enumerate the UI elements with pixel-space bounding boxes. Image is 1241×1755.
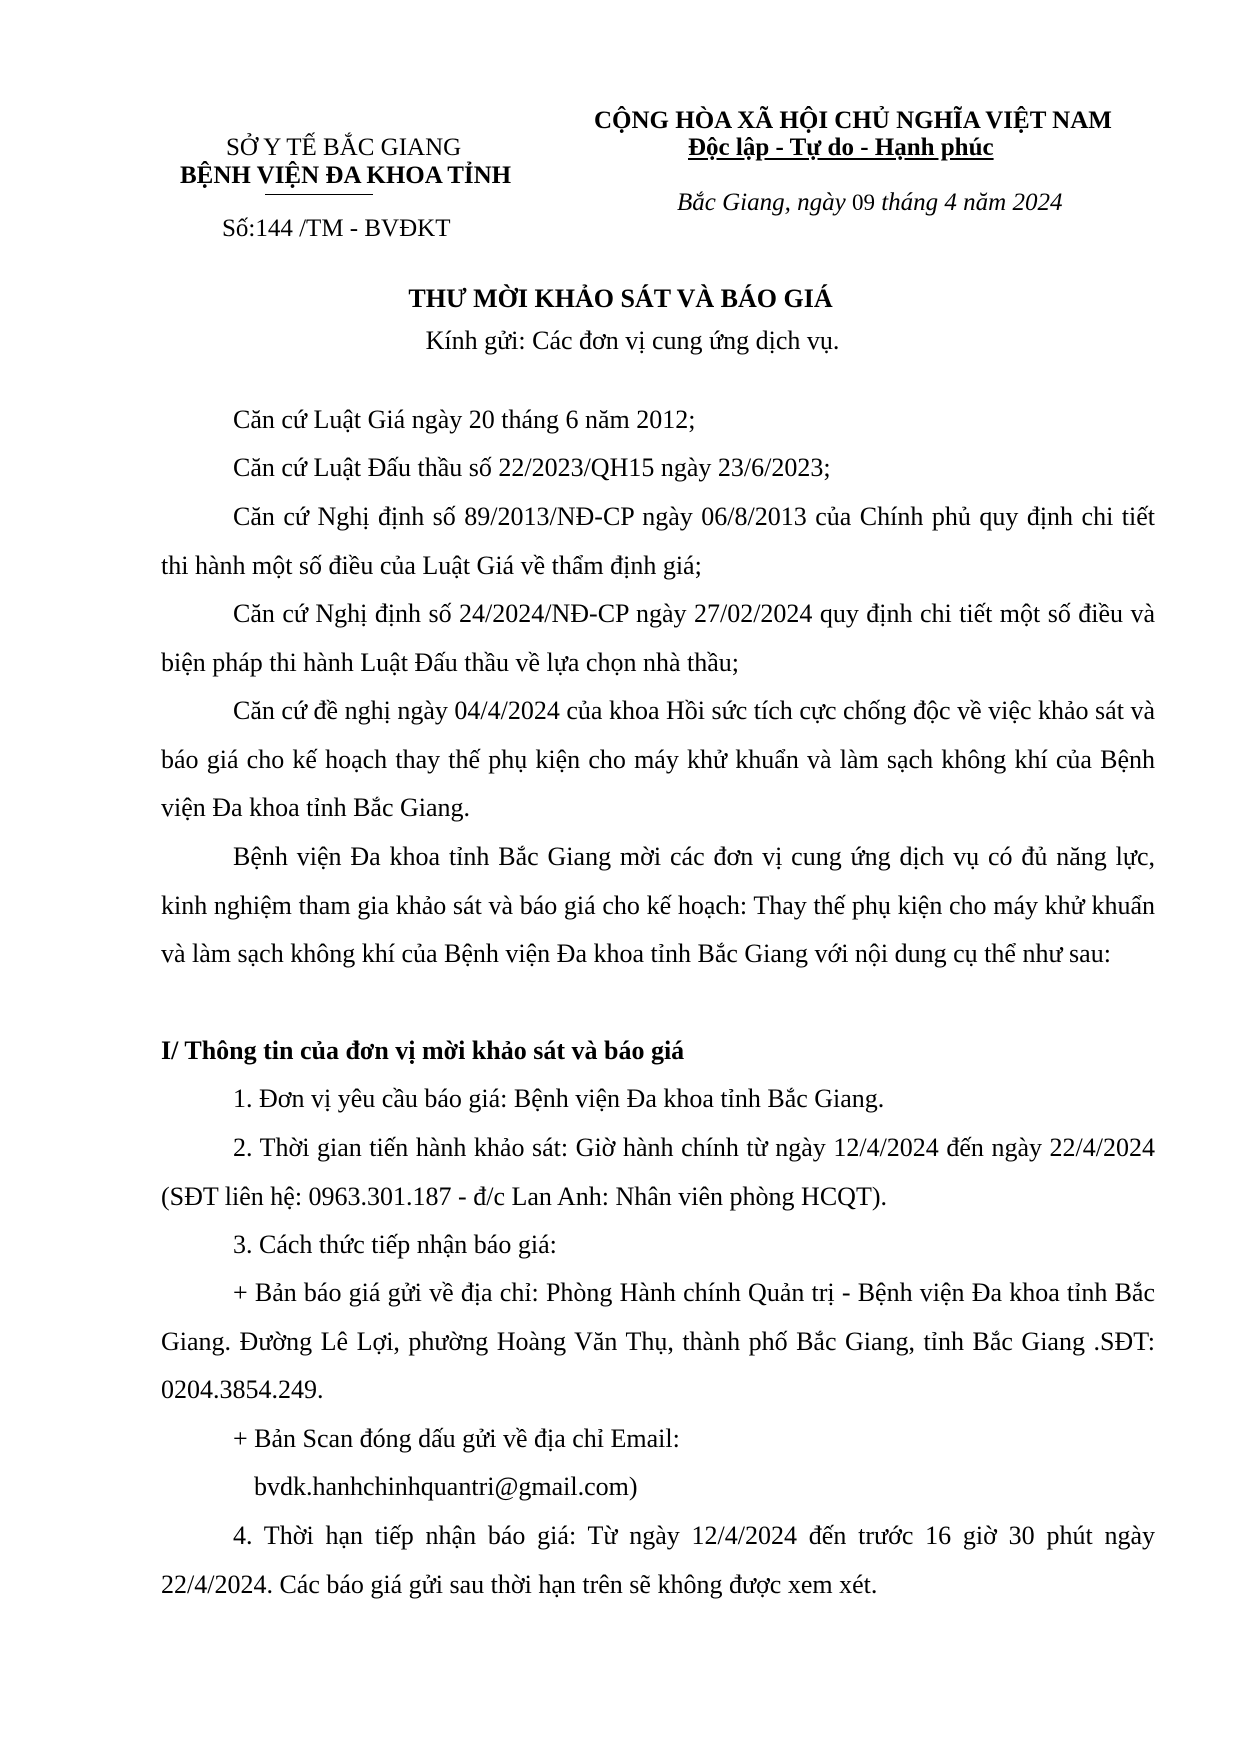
section-1-item-1: 1. Đơn vị yêu cầu báo giá: Bệnh viện Đa khoa tỉnh Bắc Giang. <box>233 1084 885 1113</box>
section-1-item-3b: + Bản Scan đóng dấu gửi về địa chỉ Email: <box>233 1424 680 1453</box>
section-1-item-2: 2. Thời gian tiến hành khảo sát: Giờ hành chính từ ngày 12/4/2024 đến ngày 22/4/2024 (SĐT liên hệ: 0963.301.187 - đ/c Lan Anh: Nhân viên phòng HCQT). <box>161 1133 1155 1211</box>
section-1-item-3: 3. Cách thức tiếp nhận báo giá: <box>233 1230 557 1259</box>
motto-text: Độc lập - Tự do - Hạnh phúc <box>688 134 994 161</box>
date-day: 09 <box>851 190 875 215</box>
section-1-heading: I/ Thông tin của đơn vị mời khảo sát và báo giá <box>161 1036 685 1065</box>
date-prefix: Bắc Giang, ngày <box>677 189 852 216</box>
legal-basis-2: Căn cứ Luật Đấu thầu số 22/2023/QH15 ngày 23/6/2023; <box>233 453 831 482</box>
hospital-name: BỆNH VIỆN ĐA KHOA TỈNH <box>180 162 512 189</box>
country-name: CỘNG HÒA XÃ HỘI CHỦ NGHĨA VIỆT NAM <box>594 107 1112 134</box>
hospital-underline <box>265 194 373 195</box>
email-address: bvdk.hanhchinhquantri@gmail.com) <box>254 1472 638 1501</box>
motto <box>688 134 994 162</box>
legal-basis-1: Căn cứ Luật Giá ngày 20 tháng 6 năm 2012; <box>233 405 696 434</box>
recipient-line: Kính gửi: Các đơn vị cung ứng dịch vụ. <box>425 326 840 355</box>
legal-basis-3: Căn cứ Nghị định số 89/2013/NĐ-CP ngày 06/8/2013 của Chính phủ quy định chi tiết thi hành một số điều của Luật Giá về thẩm định giá; <box>161 502 1155 580</box>
department-name: SỞ Y TẾ BẮC GIANG <box>226 134 462 161</box>
document-title: THƯ MỜI KHẢO SÁT VÀ BÁO GIÁ <box>408 284 833 313</box>
date-line <box>677 189 1062 217</box>
date-suffix: tháng 4 năm 2024 <box>874 189 1063 216</box>
section-1-item-4: 4. Thời hạn tiếp nhận báo giá: Từ ngày 12/4/2024 đến trước 16 giờ 30 phút ngày 22/4/2024. Các báo giá gửi sau thời hạn trên sẽ không được xem xét. <box>161 1521 1155 1599</box>
invitation-paragraph: Bệnh viện Đa khoa tỉnh Bắc Giang mời các đơn vị cung ứng dịch vụ có đủ năng lực, kinh nghiệm tham gia khảo sát và báo giá cho kế hoạch: Thay thế phụ kiện cho máy khử khuẩn và làm sạch không khí của Bệnh viện Đa khoa tỉnh Bắc Giang với nội dung cụ thể như sau: <box>161 842 1155 969</box>
section-1-item-3a: + Bản báo giá gửi về địa chỉ: Phòng Hành chính Quản trị - Bệnh viện Đa khoa tỉnh Bắc Giang. Đường Lê Lợi, phường Hoàng Văn Thụ, thành phố Bắc Giang, tỉnh Bắc Giang .SĐT: 0204.3854.249. <box>161 1278 1155 1405</box>
document-number: Số:144 /TM - BVĐKT <box>222 215 451 242</box>
legal-basis-5: Căn cứ đề nghị ngày 04/4/2024 của khoa Hồi sức tích cực chống độc về việc khảo sát và báo giá cho kế hoạch thay thế phụ kiện cho máy khử khuẩn và làm sạch không khí của Bệnh viện Đa khoa tỉnh Bắc Giang. <box>161 696 1155 823</box>
legal-basis-4: Căn cứ Nghị định số 24/2024/NĐ-CP ngày 27/02/2024 quy định chi tiết một số điều và biện pháp thi hành Luật Đấu thầu về lựa chọn nhà thầu; <box>161 599 1155 677</box>
